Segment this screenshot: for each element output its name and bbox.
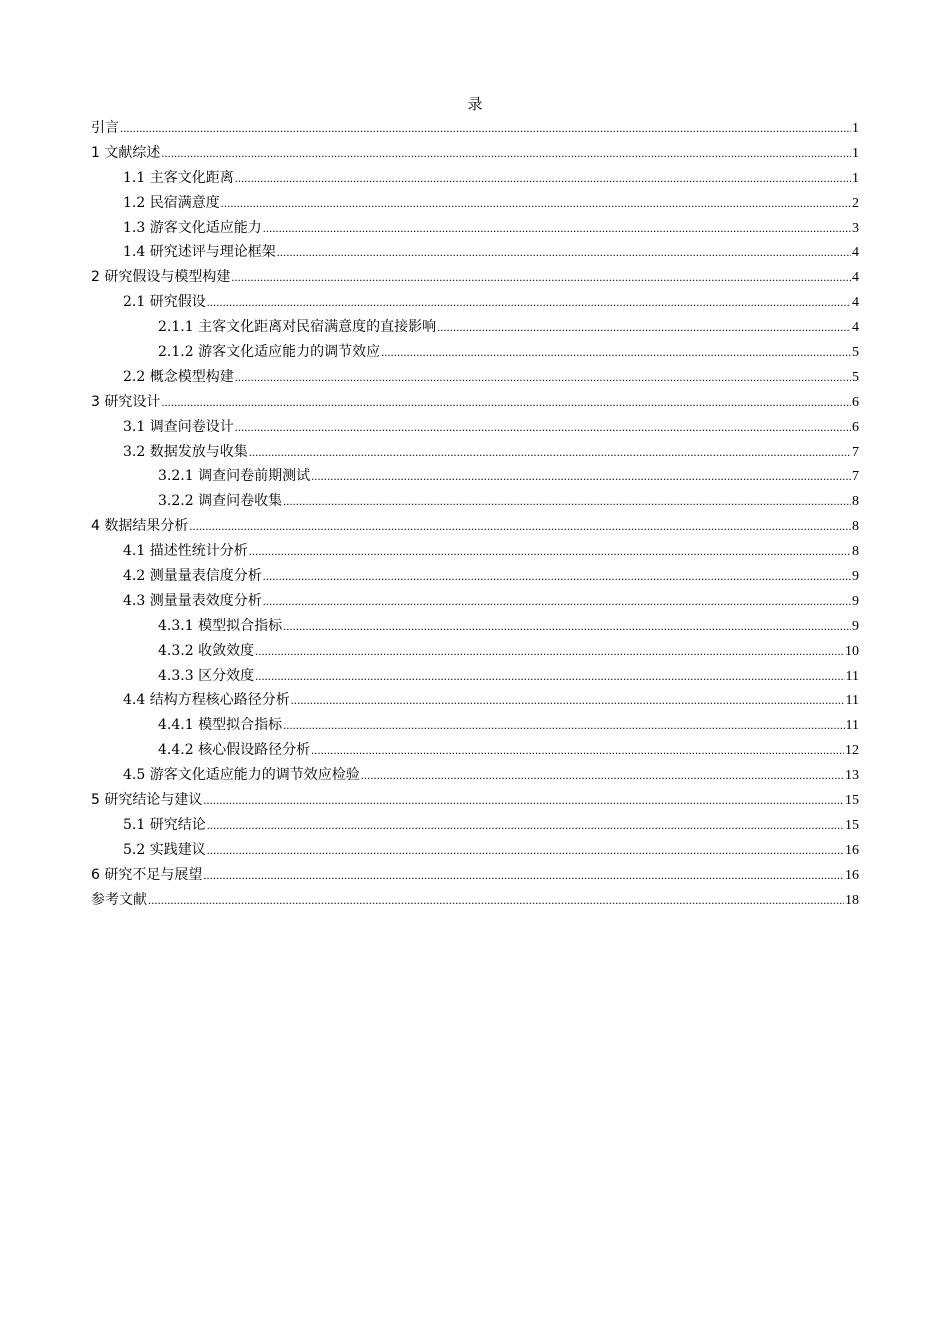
toc-entry-label: 3.2.2 调查问卷收集 xyxy=(158,493,283,510)
toc-entry[interactable] xyxy=(91,116,859,141)
toc-entry-page-number: 1 xyxy=(852,121,859,136)
toc-entry-page-number: 8 xyxy=(852,494,859,510)
toc-entry-page-number: 4 xyxy=(852,295,859,311)
toc-entry[interactable] xyxy=(91,240,859,265)
toc-entry-label: 4.3.3 区分效度 xyxy=(158,667,255,684)
toc-entry[interactable] xyxy=(91,489,859,514)
toc-entry-label: 4.3.2 收敛效度 xyxy=(158,642,255,659)
toc-entry-label: 5 研究结论与建议 xyxy=(91,792,203,809)
toc-entry-page-number: 7 xyxy=(852,469,859,485)
toc-dot-leader xyxy=(255,664,844,689)
toc-entry[interactable] xyxy=(91,838,859,863)
toc-dot-leader xyxy=(311,464,851,489)
toc-entry-label: 2.1.1 主客文化距离对民宿满意度的直接影响 xyxy=(158,319,437,336)
toc-entry[interactable] xyxy=(91,440,859,465)
toc-dot-leader xyxy=(249,440,851,465)
toc-entry-label: 4.3 测量量表效度分析 xyxy=(123,592,262,609)
toc-dot-leader xyxy=(203,788,844,813)
toc-entry-label: 1.4 研究述评与理论框架 xyxy=(123,244,276,261)
toc-entry[interactable] xyxy=(91,539,859,564)
toc-entry[interactable] xyxy=(91,863,859,888)
toc-entry-label: 1.2 民宿满意度 xyxy=(123,194,220,211)
toc-entry[interactable] xyxy=(91,639,859,664)
toc-entry-label: 5.1 研究结论 xyxy=(123,816,206,833)
toc-dot-leader xyxy=(231,265,851,290)
toc-entry-page-number: 10 xyxy=(845,643,859,659)
toc-entry[interactable] xyxy=(91,216,859,241)
toc-entry-page-number: 15 xyxy=(845,793,859,809)
toc-entry-label: 4.4.1 模型拟合指标 xyxy=(158,717,283,734)
toc-dot-leader xyxy=(263,589,851,614)
toc-entry-label: 4.3.1 模型拟合指标 xyxy=(158,617,283,634)
toc-entry-label: 3.2.1 调查问卷前期测试 xyxy=(158,468,311,485)
toc-entry-page-number: 16 xyxy=(845,867,859,883)
toc-entry-page-number: 16 xyxy=(845,842,859,858)
toc-entry-page-number: 18 xyxy=(845,892,859,908)
toc-dot-leader xyxy=(203,863,844,888)
toc-entry[interactable] xyxy=(91,415,859,440)
toc-entry-page-number: 1 xyxy=(852,170,859,186)
toc-entry[interactable] xyxy=(91,788,859,813)
toc-dot-leader xyxy=(161,141,851,166)
toc-entry[interactable] xyxy=(91,464,859,489)
toc-dot-leader xyxy=(207,838,844,863)
toc-dot-leader xyxy=(311,738,844,763)
toc-entry-label: 参考文献 xyxy=(91,891,147,908)
toc-entry[interactable] xyxy=(91,315,859,340)
toc-dot-leader xyxy=(283,713,844,738)
toc-entry-page-number: 6 xyxy=(852,419,859,435)
toc-entry-page-number: 6 xyxy=(852,394,859,410)
toc-dot-leader xyxy=(235,166,851,191)
toc-entry-label: 6 研究不足与展望 xyxy=(91,866,203,883)
toc-entry-page-number: 1 xyxy=(852,145,859,161)
toc-dot-leader xyxy=(189,514,851,539)
toc-dot-leader xyxy=(283,614,851,639)
toc-entry-page-number: 11 xyxy=(845,693,859,709)
toc-entry[interactable] xyxy=(91,390,859,415)
toc-entry-page-number: 11 xyxy=(845,718,859,734)
toc-dot-leader xyxy=(207,290,851,315)
toc-dot-leader xyxy=(161,390,851,415)
toc-entry[interactable] xyxy=(91,813,859,838)
toc-dot-leader xyxy=(291,688,845,713)
toc-entry[interactable] xyxy=(91,664,859,689)
toc-entry-label: 2.1.2 游客文化适应能力的调节效应 xyxy=(158,344,381,361)
toc-dot-leader xyxy=(255,639,844,664)
toc-entry[interactable] xyxy=(91,166,859,191)
toc-dot-leader xyxy=(381,340,851,365)
toc-entry-page-number: 3 xyxy=(852,220,859,236)
toc-entry-label: 4.4.2 核心假设路径分析 xyxy=(158,742,311,759)
toc-dot-leader xyxy=(361,763,844,788)
toc-dot-leader xyxy=(283,489,851,514)
toc-entry-label: 4.2 测量量表信度分析 xyxy=(123,568,262,585)
toc-entry-page-number: 8 xyxy=(852,544,859,560)
toc-entry-page-number: 4 xyxy=(852,245,859,261)
toc-entry[interactable] xyxy=(91,141,859,166)
toc-dot-leader xyxy=(263,564,851,589)
toc-entry-label: 1.1 主客文化距离 xyxy=(123,169,234,186)
toc-entry[interactable] xyxy=(91,688,859,713)
toc-entry[interactable] xyxy=(91,564,859,589)
toc-dot-leader xyxy=(277,240,851,265)
toc-entry-label: 1 文献综述 xyxy=(91,144,161,161)
toc-dot-leader xyxy=(437,315,851,340)
toc-dot-leader xyxy=(120,116,851,141)
toc-entry-page-number: 9 xyxy=(852,593,859,609)
toc-entry[interactable] xyxy=(91,763,859,788)
toc-dot-leader xyxy=(235,415,851,440)
toc-entry-label: 3 研究设计 xyxy=(91,393,161,410)
toc-dot-leader xyxy=(148,888,844,913)
toc-entry-page-number: 5 xyxy=(852,345,859,361)
toc-entry-label: 3.2 数据发放与收集 xyxy=(123,443,248,460)
toc-entry[interactable] xyxy=(91,290,859,315)
toc-entry[interactable] xyxy=(91,340,859,365)
toc-dot-leader xyxy=(207,813,844,838)
toc-entry-page-number: 2 xyxy=(852,195,859,211)
toc-dot-leader xyxy=(249,539,851,564)
toc-dot-leader xyxy=(263,216,851,241)
toc-entry-label: 2.1 研究假设 xyxy=(123,294,206,311)
toc-entry[interactable] xyxy=(91,191,859,216)
toc-entry-label: 5.2 实践建议 xyxy=(123,841,206,858)
toc-dot-leader xyxy=(235,365,851,390)
toc-entry-page-number: 8 xyxy=(852,519,859,535)
toc-entry[interactable] xyxy=(91,589,859,614)
toc-entry-label: 2.2 概念模型构建 xyxy=(123,368,234,385)
toc-entry-page-number: 4 xyxy=(852,320,859,336)
toc-entry-page-number: 13 xyxy=(845,768,859,784)
toc-entry[interactable] xyxy=(91,265,859,290)
toc-entry[interactable] xyxy=(91,888,859,913)
toc-entry-label: 4.4 结构方程核心路径分析 xyxy=(123,692,290,709)
table-of-contents xyxy=(91,116,859,913)
toc-entry-page-number: 11 xyxy=(845,668,859,684)
toc-entry[interactable] xyxy=(91,713,859,738)
toc-entry-label: 4 数据结果分析 xyxy=(91,518,189,535)
toc-entry[interactable] xyxy=(91,614,859,639)
toc-entry-page-number: 4 xyxy=(852,270,859,286)
toc-entry-label: 1.3 游客文化适应能力 xyxy=(123,219,262,236)
toc-entry[interactable] xyxy=(91,365,859,390)
toc-entry-page-number: 9 xyxy=(852,569,859,585)
toc-entry-page-number: 5 xyxy=(852,369,859,385)
toc-entry[interactable] xyxy=(91,738,859,763)
toc-entry-label: 4.5 游客文化适应能力的调节效应检验 xyxy=(123,767,360,784)
toc-entry-page-number: 7 xyxy=(852,444,859,460)
toc-entry-label: 2 研究假设与模型构建 xyxy=(91,269,231,286)
toc-entry-label: 3.1 调查问卷设计 xyxy=(123,418,234,435)
toc-dot-leader xyxy=(221,191,851,216)
toc-title: 录 xyxy=(467,95,483,113)
toc-entry-page-number: 15 xyxy=(845,817,859,833)
toc-entry[interactable] xyxy=(91,514,859,539)
toc-entry-page-number: 9 xyxy=(852,618,859,634)
toc-entry-label: 4.1 描述性统计分析 xyxy=(123,543,248,560)
toc-entry-label: 引言 xyxy=(91,120,119,136)
toc-entry-page-number: 12 xyxy=(845,743,859,759)
